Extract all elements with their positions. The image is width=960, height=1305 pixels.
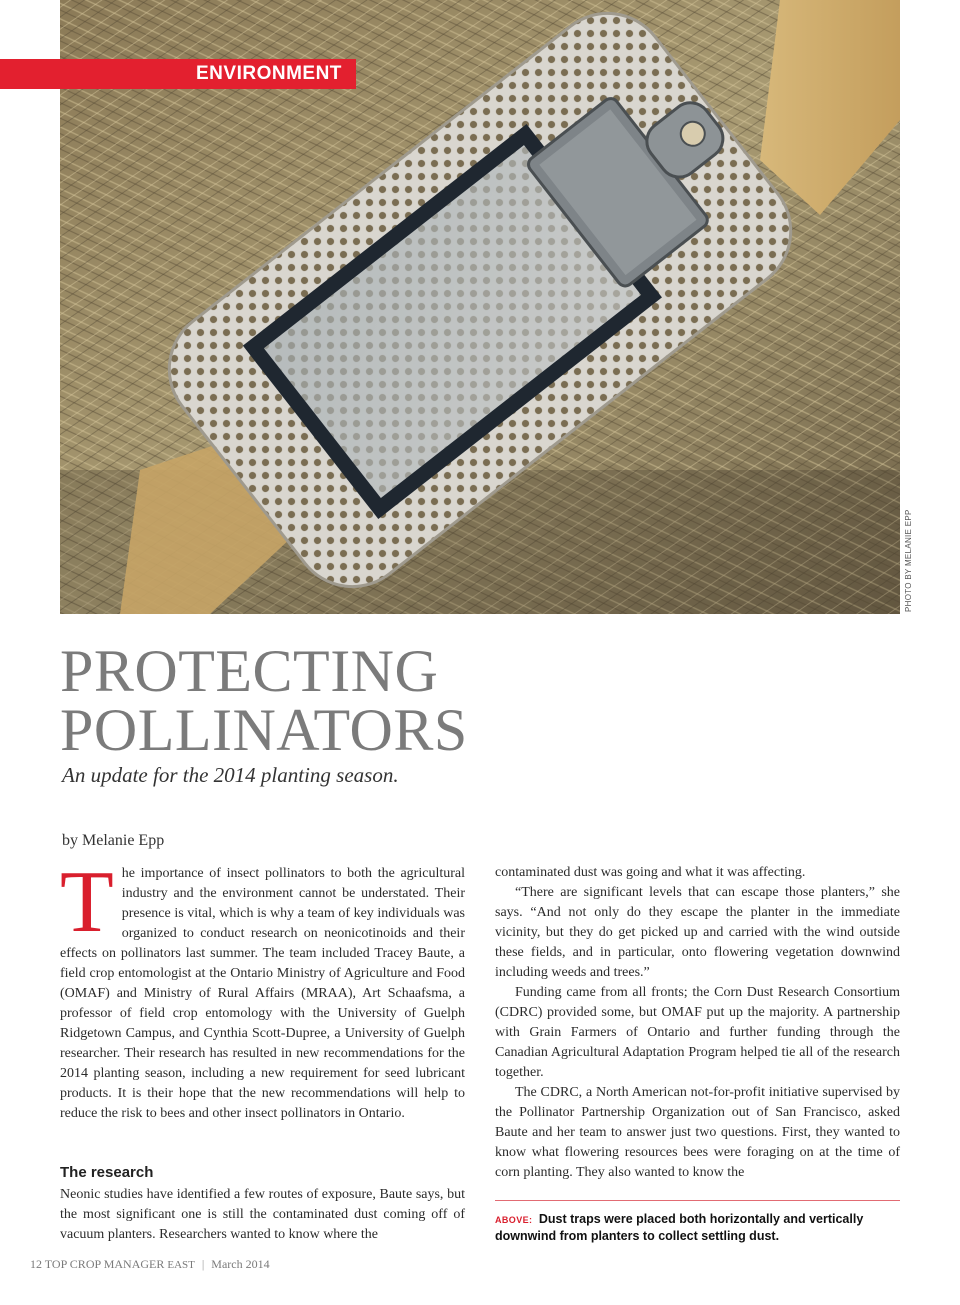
intro-text: he importance of insect pollinators to both the agricultural industry and the environment cannot be understated. Their presence is vital, which is why a team of key individuals was organized to conduct research on neonicotinoids and their effects on pollinators last summer. The team included Tracey Baute, a field crop entomologist at the Ontario Ministry of Agriculture and Food (OMAF) and Ministry of Rural Affairs (MRAA), Art Schaafsma, a professor of field crop entomology with the University of Guelph Ridgetown Campus, and Cynthia Scott-Dupree, a University of Guelph researcher. Their research has resulted in new recommendations for the 2014 planting season, including a new requirement for seed lubricant products. It is their hope that the new recommendations will help to reduce the risk to bees and other insect pollinators in Ontario.	[60, 866, 465, 1121]
drop-cap: T	[60, 854, 114, 951]
caption-text: Dust traps were placed both horizontally and vertically downwind from planters to collect settling dust.	[495, 1212, 864, 1243]
research-paragraph: Neonic studies have identified a few routes of exposure, Baute says, but the most significant one is still the contaminated dust coming off of vacuum planters. Researchers wanted to know where the	[60, 1187, 465, 1242]
folio	[30, 1257, 270, 1272]
edition: EAST	[167, 1259, 195, 1271]
caption-lead: ABOVE:	[495, 1215, 533, 1225]
issue-date: March 2014	[211, 1257, 270, 1271]
section-tag: ENVIRONMENT	[0, 59, 356, 89]
article-column-left-continued	[60, 1185, 465, 1245]
caption-divider	[495, 1200, 900, 1201]
paragraph: contaminated dust was going and what it was affecting.	[495, 865, 806, 880]
article-column-left	[60, 854, 465, 1124]
intro-paragraph	[60, 854, 465, 1124]
headline	[60, 638, 468, 763]
headline-line-2: POLLINATORS	[60, 697, 468, 763]
subhead: The research	[60, 1164, 154, 1181]
photo-caption	[495, 1211, 900, 1244]
paragraph: The CDRC, a North American not-for-profit initiative supervised by the Pollinator Partnership Organization out of San Francisco, asked Baute and her team to answer just two questions. First, they wanted to know what flowering resources bees were foraging on at the time of corn planting. They also wanted to know the	[495, 1085, 900, 1180]
photo-credit: PHOTO BY MELANIE EPP	[904, 509, 913, 612]
page-number: 12	[30, 1257, 42, 1271]
folio-separator: |	[201, 1257, 205, 1271]
article-column-right	[495, 863, 900, 1183]
paragraph: Funding came from all fronts; the Corn Dust Research Consortium (CDRC) provided some, but OMAF put up the majority. A partnership with Grain Farmers of Ontario and further funding through the Canadian Agricultural Adaptation Program helped tie all of the research together.	[495, 985, 900, 1080]
magazine-name: TOP CROP MANAGER	[44, 1257, 165, 1271]
hero-photo	[60, 0, 900, 614]
byline: by Melanie Epp	[62, 832, 165, 849]
headline-line-1: PROTECTING	[60, 638, 439, 704]
paragraph: “There are significant levels that can escape those planters,” she says. “And not only do they escape the planter in the immediate vicinity, but they do get picked up and carried with the wind outside these fields, and in particular, onto flowering vegetation downwind including weeds and trees.”	[495, 885, 900, 980]
deck: An update for the 2014 planting season.	[62, 763, 399, 787]
